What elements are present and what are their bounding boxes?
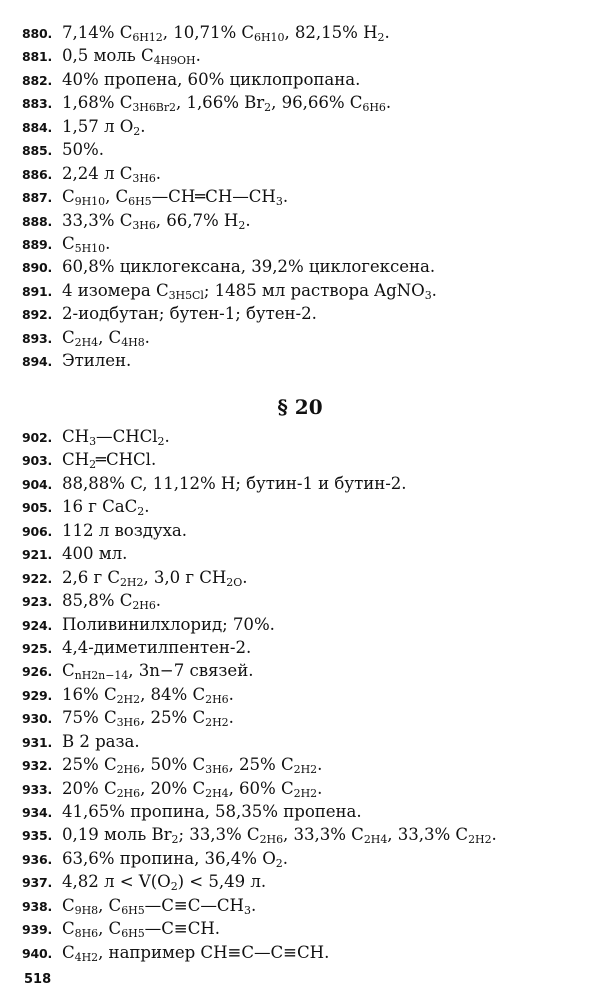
answer-text: 25% $C_{2H6}$, 50% $C_{3H6}$, 25% $C_{2H2}$. [62, 755, 323, 777]
answer-row [22, 659, 590, 682]
answer-row [22, 894, 590, 917]
answer-row [22, 917, 590, 940]
problem-number: 885. [22, 143, 53, 159]
answer-text: $C_{8H6}$, $C_{6H5}—C\equiv CH$. [62, 919, 221, 941]
answer-text: $C_{9H10}$, $C_{6H5}—CH═CH—CH_3$. [62, 187, 289, 209]
answer-text: $C_{5H10}$. [62, 233, 111, 255]
answer-text: 85,8% $C_{2H6}$. [62, 591, 162, 613]
answer-text: 60,8% циклогексана, 39,2% циклогексена. [62, 257, 436, 277]
problem-number: 884. [22, 119, 53, 135]
answer-row [22, 566, 590, 589]
answer-text: 63,6% пропина, 36,4% $O_2$. [62, 848, 288, 870]
problem-number: 936. [22, 851, 53, 867]
answer-text: 33,3% $C_{3H6}$, 66,7% $H_2$. [62, 210, 251, 232]
answer-row [22, 777, 590, 800]
problem-number: 890. [22, 260, 53, 276]
answer-row [22, 800, 590, 823]
problem-number: 933. [22, 781, 53, 797]
answer-row [22, 44, 590, 67]
answer-text: 50%. [62, 140, 104, 160]
problem-number: 935. [22, 828, 53, 844]
answer-text: $CH_2═CHCl$. [62, 450, 157, 472]
section-heading: § 20 [277, 395, 323, 419]
problem-number: 892. [22, 307, 53, 323]
problem-number: 905. [22, 500, 53, 516]
problem-number: 923. [22, 594, 53, 610]
answer-text: $C_{9H8}$, $C_{6H5}—C\equiv C—CH_3$. [62, 895, 257, 917]
problem-number: 939. [22, 922, 53, 938]
problem-number: 924. [22, 617, 53, 633]
answer-row [22, 542, 590, 565]
answer-text: 40% пропена, 60% циклопропана. [62, 69, 361, 89]
problem-number: 893. [22, 330, 53, 346]
problem-number: 889. [22, 236, 53, 252]
problem-number: 922. [22, 570, 53, 586]
problem-number: 906. [22, 523, 53, 539]
answer-row [22, 21, 590, 44]
answer-row [22, 448, 590, 471]
answer-text: Поливинилхлорид; 70%. [62, 614, 275, 634]
problem-number: 887. [22, 190, 53, 206]
answer-text: 2-иодбутан; бутен-1; бутен-2. [62, 304, 317, 324]
answer-row [22, 706, 590, 729]
answer-row [22, 589, 590, 612]
answer-text: $CH_3—CHCl_2$. [62, 427, 170, 448]
answer-text: 20% $C_{2H6}$, 20% $C_{2H4}$, 60% $C_{2H2}$. [62, 778, 323, 800]
problem-number: 881. [22, 49, 53, 65]
answer-text: В 2 раза. [62, 731, 140, 751]
answer-row [22, 138, 590, 161]
answer-text: 16% $C_{2H2}$, 84% $C_{2H6}$. [62, 684, 234, 706]
answer-text: 16 г CaC$_2$. [62, 497, 150, 519]
answer-row [22, 232, 590, 255]
problem-number: 888. [22, 213, 53, 229]
answer-text: 112 л воздуха. [62, 520, 187, 540]
answer-row [22, 115, 590, 138]
answer-row [22, 636, 590, 659]
answer-text: 88,88% C, 11,12% H; бутин-1 и бутин-2. [62, 473, 407, 493]
problem-number: 934. [22, 805, 53, 820]
answer-text: 0,19 моль $Br_2$; 33,3% $C_{2H6}$, 33,3% $C_{2H4}$, 33,3% $C_{2H2}$. [62, 825, 497, 847]
answer-text: 2,6 г $C_{2H2}$, 3,0 г $CH_{2O}$. [62, 567, 248, 589]
answer-row [22, 302, 590, 325]
answer-text: 4,4-диметилпентен-2. [62, 637, 252, 657]
answer-text: $C_{nH2n-14}$, 3n−7 связей. [62, 661, 254, 683]
problem-number: 904. [22, 476, 53, 492]
answer-row [22, 941, 590, 964]
problem-number: 930. [22, 711, 53, 727]
answer-text: 41,65% пропина, 58,35% пропена. [62, 802, 362, 821]
problem-number: 932. [22, 758, 53, 774]
answer-text: 0,5 моль $C_{4H9OH}$. [62, 46, 201, 68]
answer-row [22, 326, 590, 349]
answer-row [22, 185, 590, 208]
answer-row [22, 255, 590, 278]
answer-row [22, 730, 590, 753]
answer-text: $C_{4H2}$, например CH≡C—C≡CH. [62, 942, 330, 964]
answer-text: 7,14% $C_{6H12}$, 10,71% $C_{6H10}$, 82,15% $H_2$. [62, 23, 390, 44]
answer-list-section-20 [22, 425, 590, 964]
answer-row [22, 823, 590, 846]
answer-text: 75% $C_{3H6}$, 25% $C_{2H2}$. [62, 708, 234, 730]
problem-number: 903. [22, 453, 53, 469]
answer-row [22, 683, 590, 706]
answer-row [22, 349, 590, 372]
problem-number: 882. [22, 72, 53, 88]
problem-number: 902. [22, 430, 53, 445]
problem-number: 894. [22, 354, 53, 370]
answer-row [22, 870, 590, 893]
answer-text: 2,24 л $C_{3H6}$. [62, 163, 162, 185]
answer-text: 400 мл. [62, 544, 128, 564]
answer-row [22, 613, 590, 636]
answer-row [22, 519, 590, 542]
answer-row [22, 753, 590, 776]
answer-row [22, 425, 590, 448]
answer-list-part-1 [22, 21, 590, 373]
problem-number: 925. [22, 640, 53, 656]
problem-number: 926. [22, 664, 53, 680]
problem-number: 940. [22, 945, 53, 961]
problem-number: 929. [22, 687, 53, 703]
answer-row [22, 847, 590, 870]
answer-row [22, 472, 590, 495]
answer-text: 4 изомера $C_{3H5Cl}$; 1485 мл раствора AgNO$_3$. [62, 280, 437, 302]
answer-text: Этилен. [62, 351, 132, 371]
answer-text: $C_{2H4}$, $C_{4H8}$. [62, 327, 150, 349]
answer-text: 1,68% $C_{3H6Br2}$, 1,66% $Br_2$, 96,66% $C_{6H6}$. [62, 93, 392, 115]
problem-number: 891. [22, 283, 53, 299]
problem-number: 937. [22, 875, 53, 891]
problem-number: 938. [22, 898, 53, 914]
answer-text: 4,82 $л < V(O_2) < 5,49$ л. [62, 872, 267, 894]
problem-number: 883. [22, 96, 53, 112]
answer-row [22, 91, 590, 114]
page-number: 518 [24, 972, 52, 987]
answer-text: 1,57 л $O_2$. [62, 116, 146, 138]
problem-number: 880. [22, 26, 53, 41]
answer-row [22, 162, 590, 185]
answer-row [22, 279, 590, 302]
problem-number: 921. [22, 547, 53, 563]
answer-row [22, 68, 590, 91]
problem-number: 886. [22, 166, 53, 182]
answer-row [22, 209, 590, 232]
problem-number: 931. [22, 734, 53, 750]
answer-row [22, 495, 590, 518]
